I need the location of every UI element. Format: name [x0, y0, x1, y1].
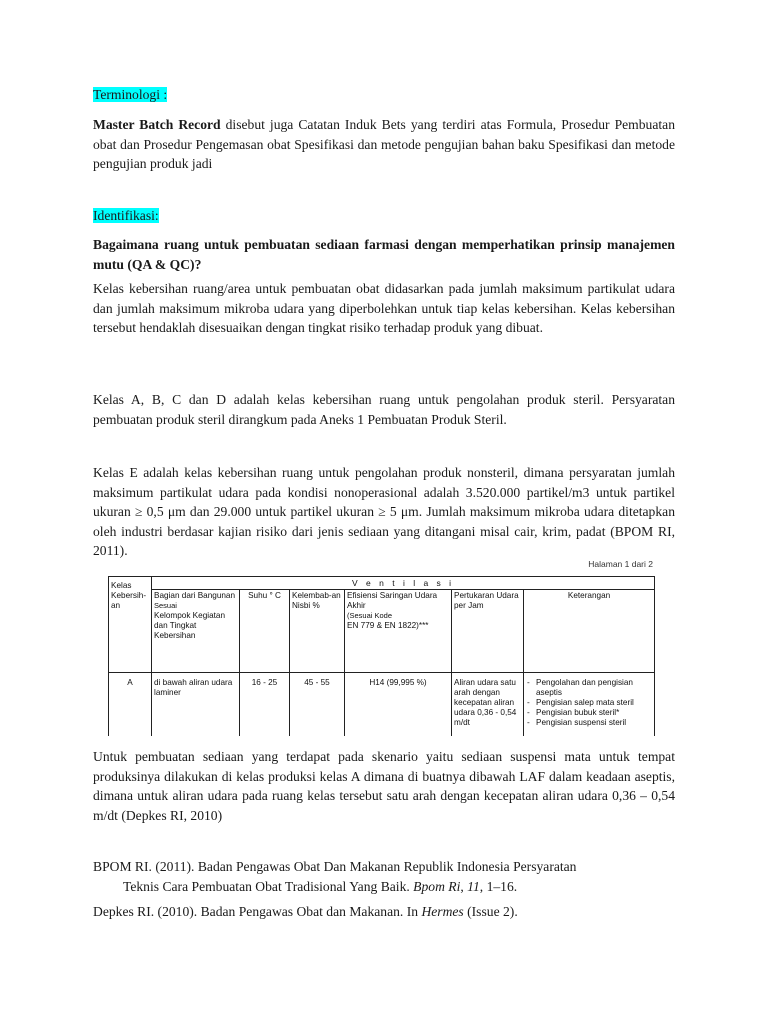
keterangan-list [526, 678, 652, 728]
identifikasi-heading-line [93, 208, 675, 224]
reference-depkes-journal: Hermes [421, 904, 464, 919]
terminologi-paragraph [93, 115, 675, 174]
header-keterangan: Keterangan [524, 590, 655, 673]
ventilation-table-image [108, 559, 656, 736]
reference-bpom-title: Teknis Cara Pembuatan Obat Tradisional Yang Baik. [123, 878, 414, 894]
reference-bpom-sep: , [460, 878, 468, 894]
identifikasi-heading: Identifikasi: [93, 208, 159, 223]
header-pertukaran: Pertukaran Udara per Jam [452, 590, 524, 673]
header-bagian-line1: Bagian dari Bangunan [154, 591, 236, 600]
reference-depkes-pre: Depkes RI. (2010). Badan Pengawas Obat dan Makanan. In [93, 904, 422, 919]
keterangan-item: - Pengisian suspensi steril [526, 718, 652, 728]
identifikasi-paragraph-4: Untuk pembuatan sediaan yang terdapat pada skenario yaitu sediaan suspensi mata untuk tempat produksinya dilakukan di kelas produksi kelas A dimana di buatnya dibawah LAF dalam keadaan aseptis, dimana untuk aliran udara pada ruang kelas tersebut satu arah dengan kecepatan aliran udara 0,36 – 0,54 m/dt (Depkes RI, 2010) [93, 749, 675, 823]
header-bagian-line2: Sesuai [154, 601, 177, 610]
identifikasi-paragraph-1: Kelas kebersihan ruang/area untuk pembuatan obat didasarkan pada jumlah maksimum partikulat udara dan jumlah maksimum mikroba udara yang diperbolehkan untuk tiap kelas kebersihan. Kelas kebersihan tersebut hendaklah disesuaikan dengan tingkat risiko terhadap produk yang dibuat. [93, 281, 675, 335]
reference-bpom-journal: Bpom Ri [413, 878, 461, 894]
terminologi-heading-line [93, 87, 675, 103]
header-efisiensi-line1: Efisiensi Saringan Udara Akhir [347, 591, 438, 610]
reference-bpom-line1: BPOM RI. (2011). Badan Pengawas Obat Dan Makanan Republik Indonesia Persyaratan [93, 859, 577, 874]
keterangan-item: - Pengisian salep mata steril [526, 698, 652, 708]
reference-depkes [93, 902, 693, 922]
reference-bpom-volume: 11 [467, 878, 480, 894]
header-kelembaban: Kelembab-an Nisbi % [290, 590, 345, 673]
ventilation-table [108, 576, 655, 736]
identifikasi-paragraph-2: Kelas A, B, C dan D adalah kelas kebersihan ruang untuk pengolahan produk steril. Persyaratan pembuatan produk steril dirangkum pada Aneks 1 Pembuatan Produk Steril. [93, 392, 675, 427]
keterangan-item: - Pengisian bubuk steril* [526, 708, 652, 718]
header-efisiensi-line2: (Sesuai Kode [347, 611, 393, 620]
header-bagian [152, 590, 240, 673]
reference-bpom [93, 857, 693, 896]
header-efisiensi-line3: EN 779 & EN 1822)*** [347, 621, 429, 630]
terminologi-text: disebut juga Catatan Induk Bets yang terdiri atas Formula, Prosedur Pembuatan obat dan Prosedur Pengemasan obat Spesifikasi dan metode pengujian bahan baku Spesifikasi dan metode pengujian produk jadi [93, 117, 675, 171]
keterangan-item: - Pengolahan dan pengisian aseptis [526, 678, 652, 698]
cell-kelembaban: 45 - 55 [290, 673, 345, 737]
reference-depkes-post: (Issue 2). [463, 904, 518, 919]
cell-suhu: 16 - 25 [240, 673, 290, 737]
header-bagian-line3: Kelompok Kegiatan dan Tingkat Kebersihan [154, 611, 226, 640]
cell-bagian: di bawah aliran udara laminer [152, 673, 240, 737]
header-ventilasi: V e n t i l a s i [152, 577, 655, 590]
master-batch-record-term: Master Batch Record [93, 117, 221, 132]
terminologi-heading: Terminologi : [93, 87, 168, 102]
identifikasi-paragraph-3: Kelas E adalah kelas kebersihan ruang untuk pengolahan produk nonsteril, dimana persyaratan jumlah maksimum partikulat udara pada kondisi nonoperasional adalah 3.520.000 partikel/m3 untuk partikel ukuran ≥ 0,5 μm dan 29.000 untuk partikel ukuran ≥ 5 μm. Jumlah maksimum mikroba udara ditetapkan oleh industri berdasar kajian risiko dari jenis sediaan yang ditangani misal cair, krim, padat (BPOM RI, 2011). [93, 465, 675, 558]
cell-efisiensi: H14 (99,995 %) [345, 673, 452, 737]
header-suhu: Suhu ° C [240, 590, 290, 673]
identifikasi-question: Bagaimana ruang untuk pembuatan sediaan farmasi dengan memperhatikan prinsip manajemen mutu (QA & QC)? [93, 237, 675, 272]
reference-bpom-pages: , 1–16. [479, 878, 518, 894]
reference-bpom-line2 [93, 877, 693, 897]
cell-keterangan [524, 673, 655, 737]
cell-kelas: A [109, 673, 152, 737]
header-kelas: Kelas Kebersih-an [109, 577, 152, 673]
header-efisiensi [345, 590, 452, 673]
table-page-label: Halaman 1 dari 2 [588, 559, 653, 569]
cell-pertukaran: Aliran udara satu arah dengan kecepatan aliran udara 0,36 - 0,54 m/dt [452, 673, 524, 737]
